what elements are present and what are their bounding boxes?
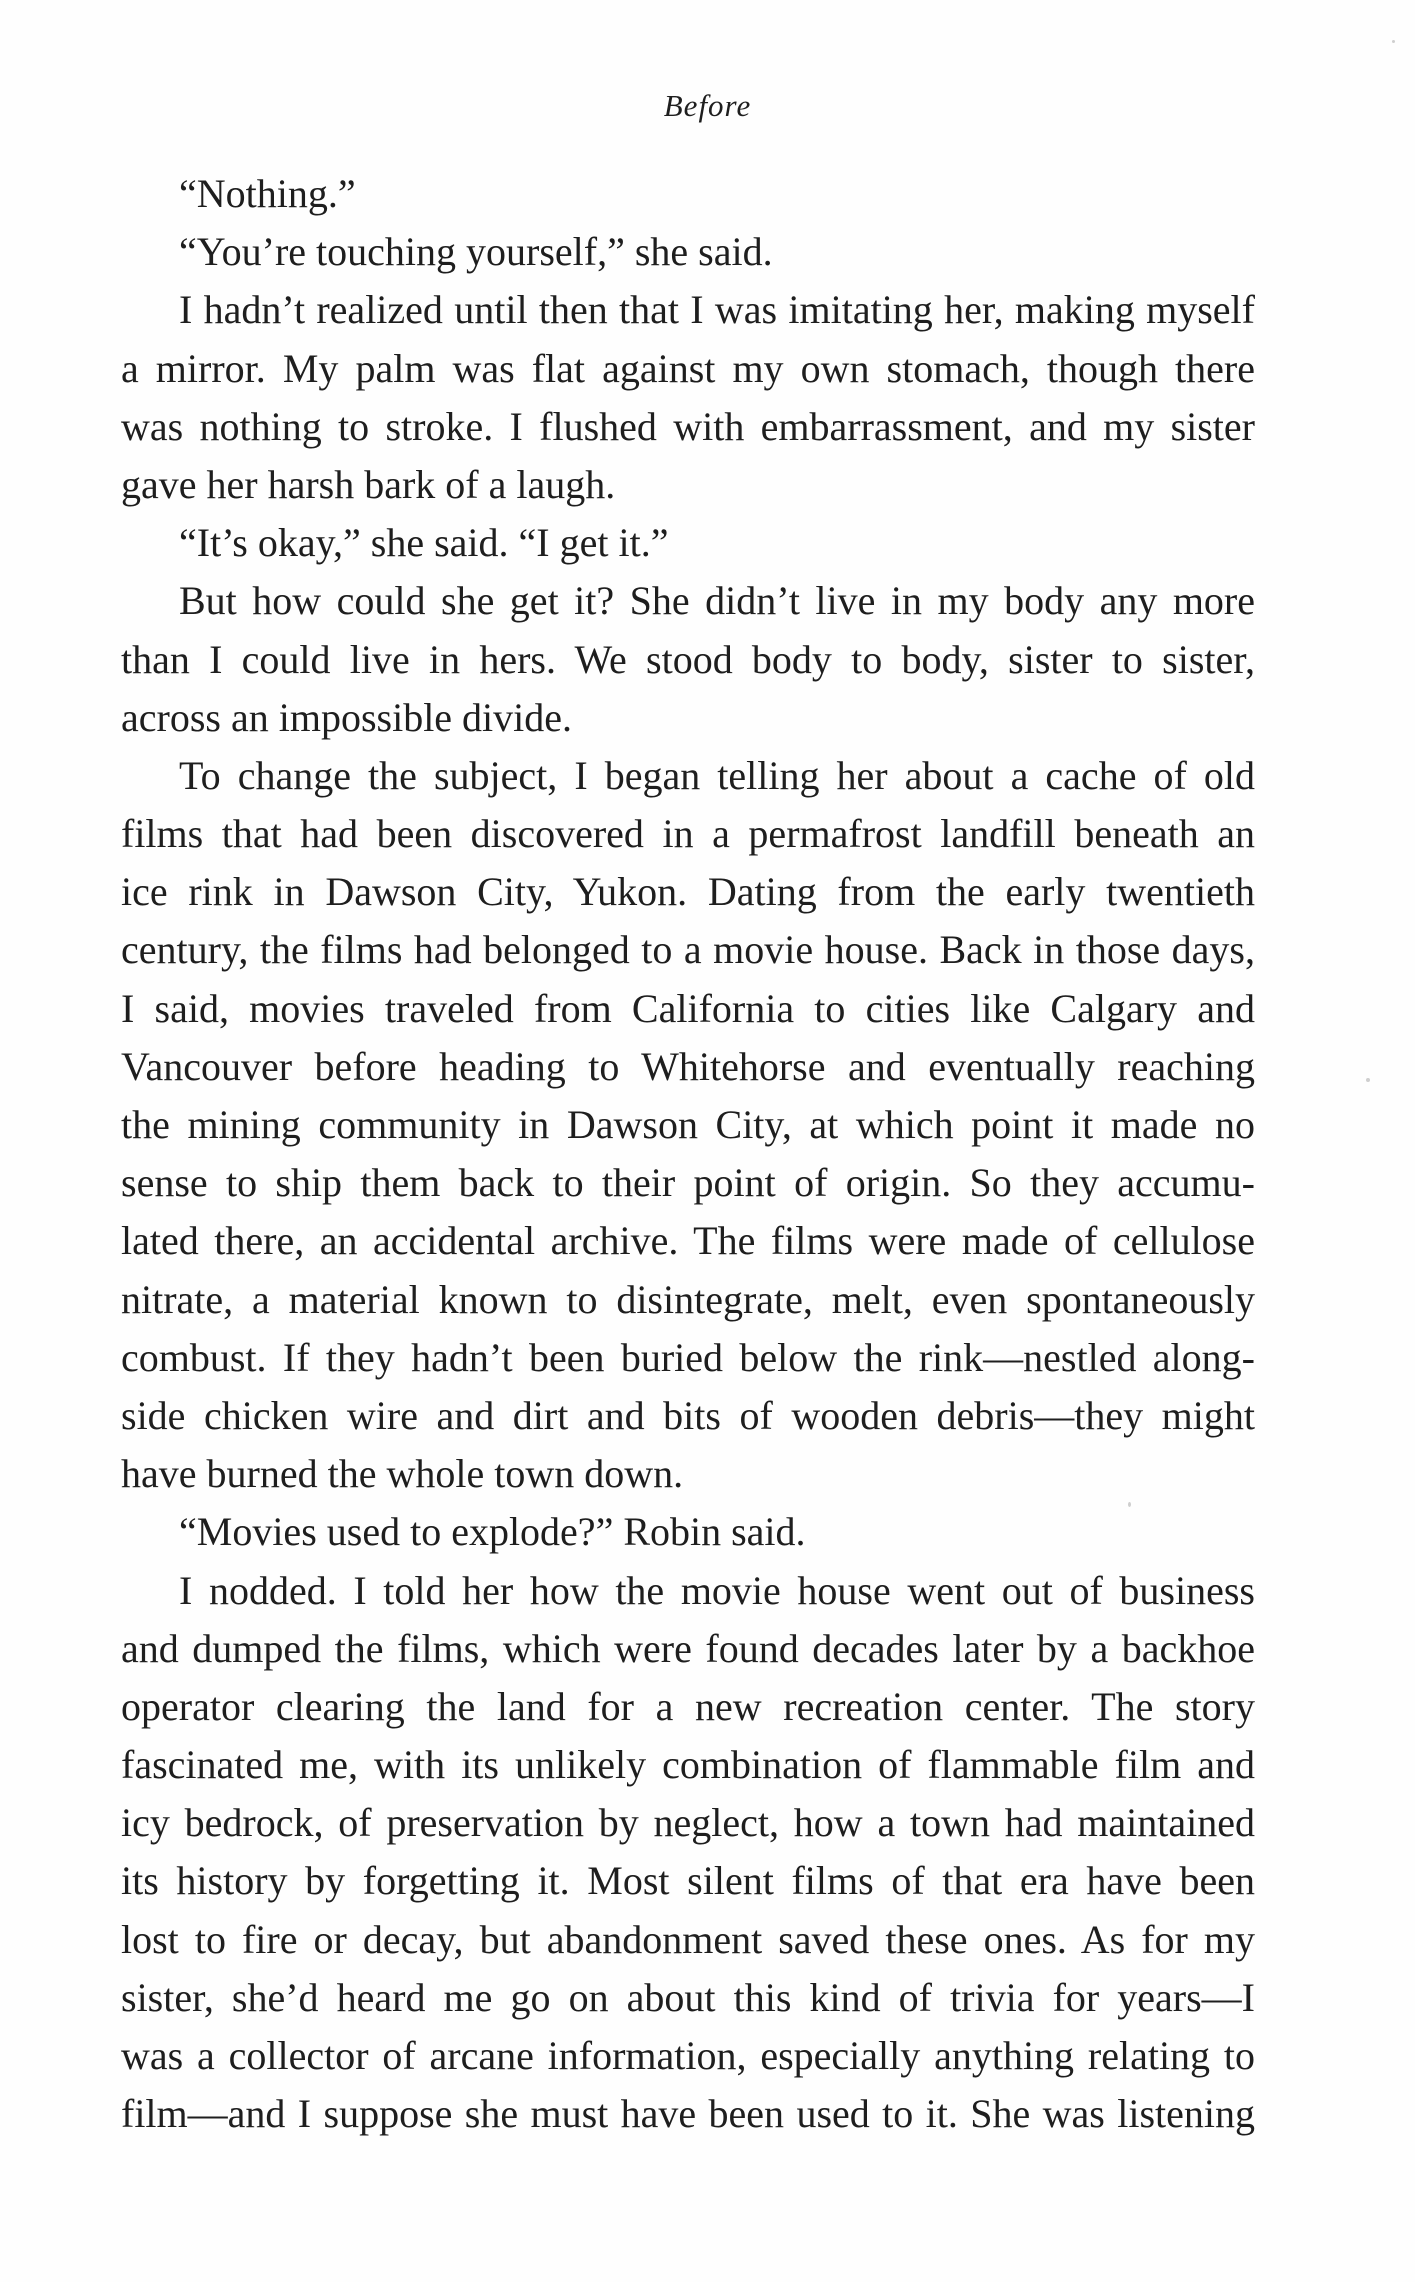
text-line: fascinated me, with its unlikely combination of flammable film and [121,1742,1255,1788]
text-line: “Movies used to explode?” Robin said. [179,1509,806,1555]
text-line: century, the films had belonged to a movie house. Back in those days, [121,927,1255,973]
text-line: combust. If they hadn’t been buried below the rink—nestled along- [121,1334,1255,1380]
text-line: To change the subject, I began telling her about a cache of old [179,752,1255,798]
text-line: I hadn’t realized until then that I was imitating her, making myself [179,287,1255,333]
text-line: across an impossible divide. [121,694,573,740]
text-line: was a collector of arcane information, especially anything relating to [121,2033,1255,2078]
text-line: “It’s okay,” she said. “I get it.” [179,520,669,566]
text-line: ice rink in Dawson City, Yukon. Dating from the early twentieth [121,869,1255,915]
text-line: icy bedrock, of preservation by neglect, how a town had maintained [121,1800,1255,1846]
paper-speck [1128,1502,1131,1507]
text-line: I said, movies traveled from California to cities like Calgary and [121,985,1255,1031]
text-line: But how could she get it? She didn’t live in my body any more [179,578,1255,624]
text-line: its history by forgetting it. Most silent films of that era have been [121,1858,1255,1904]
text-line: than I could live in hers. We stood body to body, sister to sister, [121,636,1255,682]
text-line: film—and I suppose she must have been used to it. She was listening [121,2091,1255,2137]
text-line: operator clearing the land for a new recreation center. The story [121,1683,1255,1729]
text-line: sister, she’d heard me go on about this kind of trivia for years—I [121,1974,1255,2020]
text-line: a mirror. My palm was flat against my own stomach, though there [121,345,1255,391]
text-line: sense to ship them back to their point of origin. So they accumu- [121,1160,1255,1206]
text-line: have burned the whole town down. [121,1451,684,1497]
text-line: I nodded. I told her how the movie house went out of business [179,1567,1255,1613]
text-line: Vancouver before heading to Whitehorse and eventually reaching [121,1043,1255,1089]
text-line: lated there, an accidental archive. The films were made of cellulose [121,1218,1255,1264]
text-line: “Nothing.” [179,171,356,216]
text-line: side chicken wire and dirt and bits of wooden debris—they might [121,1392,1255,1438]
text-line: nitrate, a material known to disintegrate, melt, even spontaneously [121,1276,1255,1322]
text-line: the mining community in Dawson City, at which point it made no [121,1102,1255,1147]
text-line: lost to fire or decay, but abandonment saved these ones. As for my [121,1916,1255,1962]
running-head: Before [663,88,752,123]
text-line: gave her harsh bark of a laugh. [121,461,616,507]
body-text [121,165,1255,2143]
text-line: films that had been discovered in a permafrost landfill beneath an [121,811,1255,857]
paper-speck [1366,1078,1370,1082]
text-line: and dumped the films, which were found decades later by a backhoe [121,1625,1255,1671]
paper-speck [1392,40,1395,43]
text-line: was nothing to stroke. I flushed with embarrassment, and my sister [121,403,1255,449]
text-line: “You’re touching yourself,” she said. [179,229,773,275]
